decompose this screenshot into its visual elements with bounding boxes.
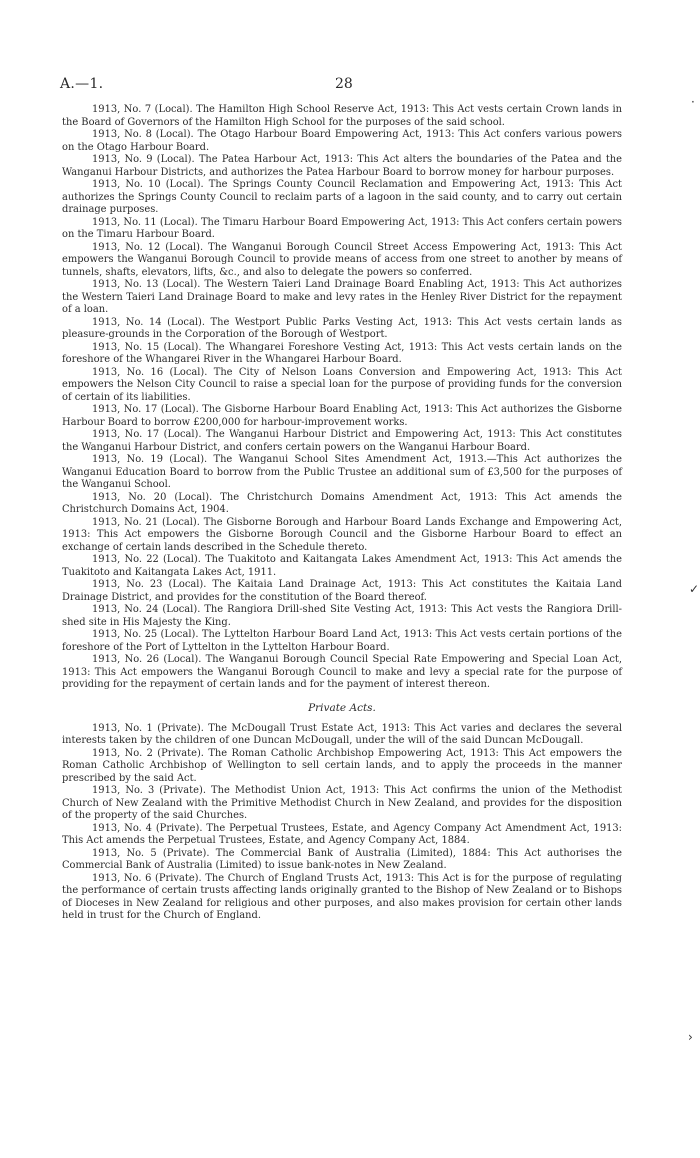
local-act-entry: 1913, No. 21 (Local). The Gisborne Borough and Harbour Board Lands Exchange and Empowering Act, 1913: This Act empowers the Gisborne Borough Council and the Gisborne Harbour Board to effect an exchange of certain lands described in the Schedule thereto. bbox=[62, 516, 622, 553]
local-act-entry: 1913, No. 8 (Local). The Otago Harbour Board Empowering Act, 1913: This Act confers various powers on the Otago Harbour Board. bbox=[62, 129, 622, 153]
local-act-entry: 1913, No. 24 (Local). The Rangiora Drill-shed Site Vesting Act, 1913: This Act vests the Rangiora Drill-shed site in His Majesty the King. bbox=[62, 604, 622, 628]
document-body bbox=[62, 104, 622, 923]
local-act-entry: 1913, No. 10 (Local). The Springs County Council Reclamation and Empowering Act, 1913: This Act authorizes the Springs County Council to reclaim parts of a lagoon in the said county, and to carry out certain drainage purposes. bbox=[62, 179, 622, 215]
local-act-entry: 1913, No. 25 (Local). The Lyttelton Harbour Board Land Act, 1913: This Act vests certain portions of the foreshore of the Port of Lyttelton in the Lyttelton Harbour Board. bbox=[62, 629, 622, 653]
margin-arrow-mark: › bbox=[688, 1030, 693, 1044]
local-acts-list bbox=[62, 104, 622, 692]
page-number: 28 bbox=[335, 76, 353, 92]
local-act-entry: 1913, No. 22 (Local). The Tuakitoto and Kaitangata Lakes Amendment Act, 1913: This Act amends the Tuakitoto and Kaitangata Lakes Act, 1911. bbox=[62, 554, 622, 578]
local-act-entry: 1913, No. 13 (Local). The Western Taieri Land Drainage Board Enabling Act, 1913: This Act authorizes the Western Taieri Land Drainage Board to make and levy rates in the Henley River District for the repayment of a loan. bbox=[62, 279, 622, 315]
private-act-entry: 1913, No. 2 (Private). The Roman Catholic Archbishop Empowering Act, 1913: This Act empowers the Roman Catholic Archbishop of Wellington to sell certain lands, and to apply the proceeds in the manner prescribed by the said Act. bbox=[62, 747, 622, 784]
private-act-entry: 1913, No. 3 (Private). The Methodist Union Act, 1913: This Act confirms the union of the Methodist Church of New Zealand with the Primitive Methodist Church in New Zealand, and provides for the disposition of the property of the said Churches. bbox=[62, 785, 622, 821]
document-reference: A.—1. bbox=[60, 76, 104, 92]
margin-tick-mark: · bbox=[691, 95, 695, 109]
local-act-entry: 1913, No. 19 (Local). The Wanganui School Sites Amendment Act, 1913.—This Act authorizes the Wanganui Education Board to borrow from the Public Trustee an additional sum of £3,500 for the purposes of the Wanganui School. bbox=[62, 454, 622, 490]
private-act-entry: 1913, No. 5 (Private). The Commercial Bank of Australia (Limited), 1884: This Act authorises the Commercial Bank of Australia (Limited) to issue bank-notes in New Zealand. bbox=[62, 847, 622, 871]
margin-check-mark: ✓ bbox=[689, 582, 700, 596]
local-act-entry: 1913, No. 23 (Local). The Kaitaia Land Drainage Act, 1913: This Act constitutes the Kaitaia Land Drainage District, and provides for the constitution of the Board thereof. bbox=[62, 579, 622, 603]
private-acts-list bbox=[62, 723, 622, 923]
local-act-entry: 1913, No. 16 (Local). The City of Nelson Loans Conversion and Empowering Act, 1913: This Act empowers the Nelson City Council to raise a special loan for the purpose of providing funds for the conversion of certain of its liabilities. bbox=[62, 366, 622, 403]
local-act-entry: 1913, No. 15 (Local). The Whangarei Foreshore Vesting Act, 1913: This Act vests certain lands on the foreshore of the Whangarei River in the Whangarei Harbour Board. bbox=[62, 341, 622, 365]
local-act-entry: 1913, No. 7 (Local). The Hamilton High School Reserve Act, 1913: This Act vests certain Crown lands in the Board of Governors of the Hamilton High School for the purposes of the said school. bbox=[62, 104, 622, 128]
page-header bbox=[60, 76, 620, 98]
local-act-entry: 1913, No. 26 (Local). The Wanganui Borough Council Special Rate Empowering and Special Loan Act, 1913: This Act empowers the Wanganui Borough Council to make and levy a special rate for the purpose of providing for the repayment of certain lands and for the payment of interest thereon. bbox=[62, 654, 622, 690]
private-acts-heading: Private Acts. bbox=[308, 701, 376, 714]
local-act-entry: 1913, No. 17 (Local). The Gisborne Harbour Board Enabling Act, 1913: This Act authorizes the Gisborne Harbour Board to borrow £200,000 for harbour-improvement works. bbox=[62, 404, 622, 428]
private-act-entry: 1913, No. 6 (Private). The Church of England Trusts Act, 1913: This Act is for the purpose of regulating the performance of certain trusts affecting lands originally granted to the Bishop of New Zealand or to Bishops of Dioceses in New Zealand for religious and other purposes, and also makes provision for certain other lands held in trust for the Church of England. bbox=[62, 872, 622, 921]
local-act-entry: 1913, No. 11 (Local). The Timaru Harbour Board Empowering Act, 1913: This Act confers certain powers on the Timaru Harbour Board. bbox=[62, 216, 622, 240]
local-act-entry: 1913, No. 14 (Local). The Westport Public Parks Vesting Act, 1913: This Act vests certain lands as pleasure-grounds in the Corporation of the Borough of Westport. bbox=[62, 316, 622, 340]
private-act-entry: 1913, No. 4 (Private). The Perpetual Trustees, Estate, and Agency Company Act Amendment Act, 1913: This Act amends the Perpetual Trustees, Estate, and Agency Company Act, 1884. bbox=[62, 822, 622, 846]
private-act-entry: 1913, No. 1 (Private). The McDougall Trust Estate Act, 1913: This Act varies and declares the several interests taken by the children of one Duncan McDougall, under the will of the said Duncan McDougall. bbox=[62, 722, 622, 746]
local-act-entry: 1913, No. 20 (Local). The Christchurch Domains Amendment Act, 1913: This Act amends the Christchurch Domains Act, 1904. bbox=[62, 491, 622, 515]
local-act-entry: 1913, No. 12 (Local). The Wanganui Borough Council Street Access Empowering Act, 1913: This Act empowers the Wanganui Borough Council to provide means of access from one street to another by means of tunnels, shafts, elevators, lifts, &c., and also to delegate the powers so conferred. bbox=[62, 241, 622, 278]
local-act-entry: 1913, No. 17 (Local). The Wanganui Harbour District and Empowering Act, 1913: This Act constitutes the Wanganui Harbour District, and confers certain powers on the Wanganui Harbour Board. bbox=[62, 429, 622, 453]
local-act-entry: 1913, No. 9 (Local). The Patea Harbour Act, 1913: This Act alters the boundaries of the Patea and the Wanganui Harbour Districts, and authorizes the Patea Harbour Board to borrow money for harbour purposes. bbox=[62, 154, 622, 178]
